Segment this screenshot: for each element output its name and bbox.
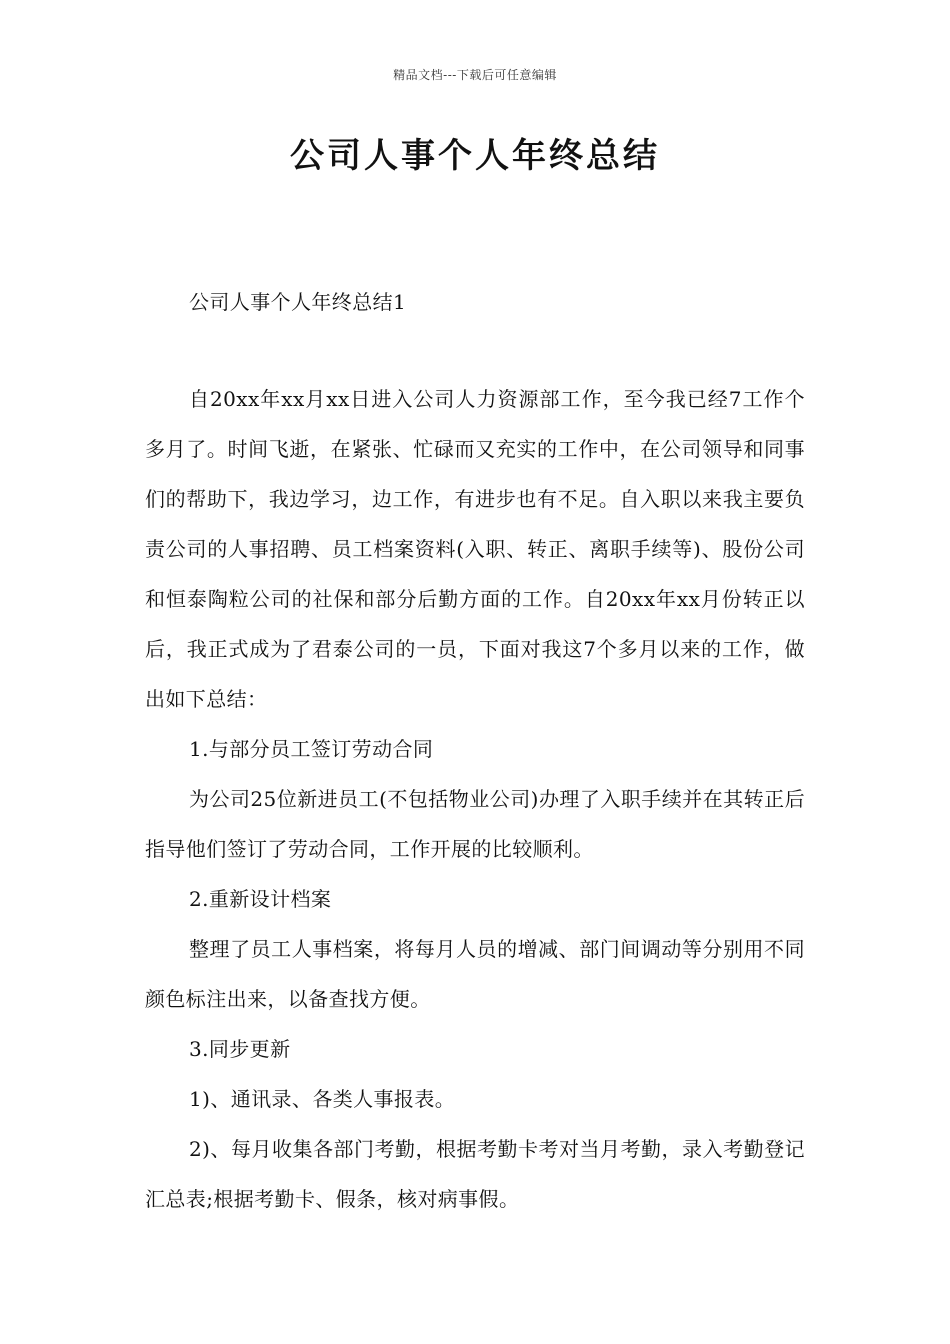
item-heading-contracts: 1.与部分员工签订劳动合同 — [189, 737, 434, 761]
item-heading-archives: 2.重新设计档案 — [189, 887, 332, 911]
document-title: 公司人事个人年终总结 — [290, 136, 660, 176]
item-heading-sync: 3.同步更新 — [189, 1037, 291, 1061]
item-paragraph-contracts: 为公司25位新进员工(不包括物业公司)办理了入职手续并在其转正后指导他们签订了劳动合同，工作开展的比较顺利。 — [145, 787, 805, 861]
header-note: 精品文档---下载后可任意编辑 — [393, 68, 557, 82]
section-title: 公司人事个人年终总结1 — [189, 290, 407, 314]
intro-paragraph: 自20xx年xx月xx日进入公司人力资源部工作，至今我已经7工作个多月了。时间飞逝，在紧张、忙碌而又充实的工作中，在公司领导和同事们的帮助下，我边学习，边工作，有进步也有不足。自入职以来我主要负责公司的人事招聘、员工档案资料(入职、转正、离职手续等)、股份公司和恒泰陶粒公司的社保和部分后勤方面的工作。自20xx年xx月份转正以后，我正式成为了君泰公司的一员，下面对我这7个多月以来的工作，做出如下总结： — [145, 387, 805, 711]
document-body — [145, 374, 805, 1224]
sync-point-1: 1)、通讯录、各类人事报表。 — [189, 1087, 456, 1111]
sync-point-2: 2)、每月收集各部门考勤，根据考勤卡考对当月考勤，录入考勤登记汇总表;根据考勤卡、假条，核对病事假。 — [145, 1137, 805, 1211]
item-paragraph-archives: 整理了员工人事档案，将每月人员的增减、部门间调动等分别用不同颜色标注出来，以备查找方便。 — [145, 937, 805, 1011]
